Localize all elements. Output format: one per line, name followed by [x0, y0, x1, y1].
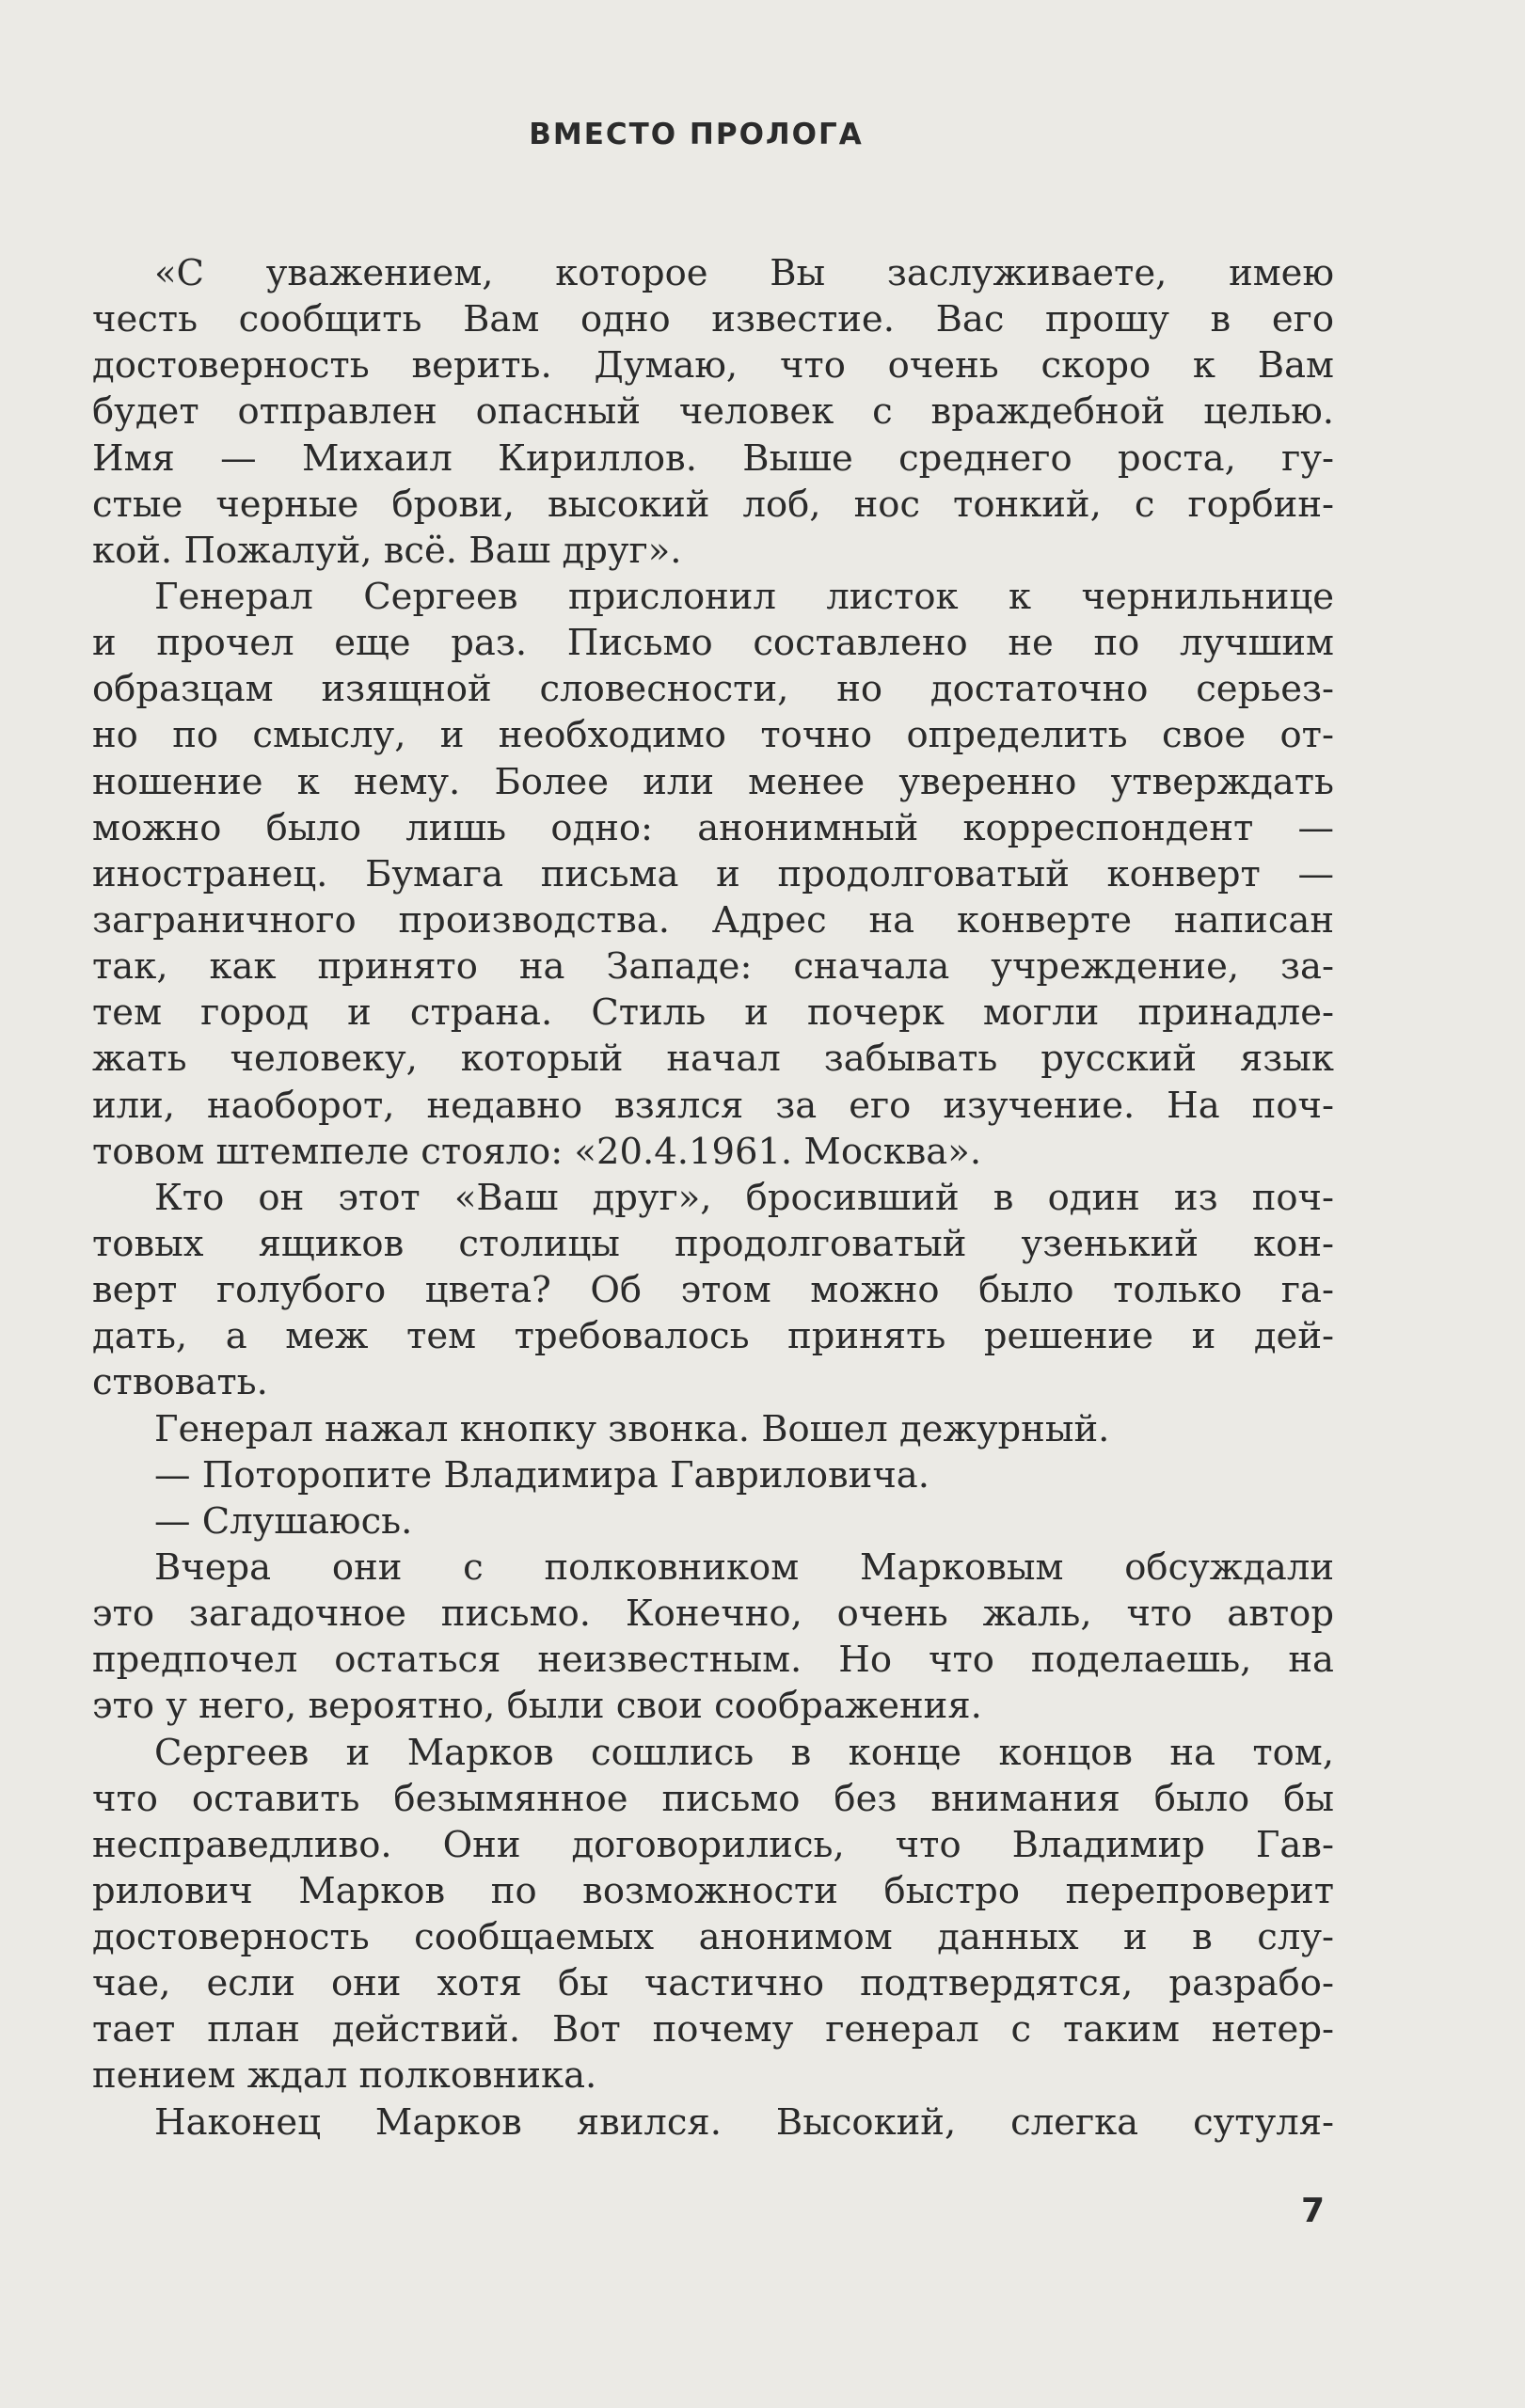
text-line: Кто он этот «Ваш друг», бросивший в один из поч-: [154, 1176, 1334, 1219]
text-line: образцам изящной словесности, но достаточно серьез-: [92, 668, 1334, 711]
text-line: товом штемпеле стояло: «20.4.1961. Москва».: [92, 1130, 982, 1173]
text-line: Сергеев и Марков сошлись в конце концов на том,: [154, 1731, 1334, 1774]
text-line: чае, если они хотя бы частично подтвердятся, разрабо-: [92, 1962, 1334, 2005]
text-line: будет отправлен опасный человек с враждебной целью.: [92, 390, 1334, 434]
text-line: предпочел остаться неизвестным. Но что поделаешь, на: [92, 1639, 1334, 1682]
text-line: «С уважением, которое Вы заслуживаете, имею: [154, 252, 1334, 294]
text-line: но по смыслу, и необходимо точно определить свое от-: [92, 714, 1334, 757]
text-line: рилович Марков по возможности быстро перепроверит: [92, 1869, 1334, 1912]
text-line: Генерал нажал кнопку звонка. Вошел дежурный.: [154, 1407, 1110, 1450]
text-line: Имя — Михаил Кириллов. Выше среднего роста, гу-: [92, 436, 1334, 480]
text-line: что оставить безымянное письмо без внимания было бы: [92, 1777, 1334, 1820]
text-line: это загадочное письмо. Конечно, очень жаль, что автор: [92, 1592, 1334, 1636]
page-number: 7: [1301, 2192, 1326, 2230]
chapter-heading: ВМЕСТО ПРОЛОГА: [529, 118, 864, 151]
text-line: достоверность верить. Думаю, что очень скоро к Вам: [92, 344, 1334, 388]
text-line: тает план действий. Вот почему генерал с таким нетер-: [92, 2008, 1334, 2052]
text-line: — Слушаюсь.: [154, 1499, 413, 1543]
text-line: верт голубого цвета? Об этом можно было только га-: [92, 1269, 1334, 1312]
body-text: [92, 250, 1334, 2146]
text-line: или, наоборот, недавно взялся за его изучение. На поч-: [92, 1084, 1334, 1127]
text-line: так, как принято на Западе: сначала учреждение, за-: [92, 945, 1334, 989]
text-line: тем город и страна. Стиль и почерк могли принадле-: [92, 991, 1334, 1035]
text-line: несправедливо. Они договорились, что Владимир Гав-: [92, 1823, 1334, 1866]
text-line: дать, а меж тем требовалось принять решение и дей-: [92, 1315, 1334, 1358]
text-line: кой. Пожалуй, всё. Ваш друг».: [92, 529, 682, 572]
text-line: честь сообщить Вам одно известие. Вас прошу в его: [92, 298, 1334, 341]
text-line: ношение к нему. Более или менее уверенно утверждать: [92, 760, 1334, 803]
text-line: стые черные брови, высокий лоб, нос тонкий, с горбин-: [92, 483, 1334, 526]
text-line: пением ждал полковника.: [92, 2054, 597, 2098]
text-line: достоверность сообщаемых анонимом данных и в слу-: [92, 1916, 1334, 1959]
text-line: Вчера они с полковником Марковым обсуждали: [154, 1545, 1334, 1589]
text-line: товых ящиков столицы продолговатый узенький кон-: [92, 1222, 1334, 1265]
text-line: Генерал Сергеев прислонил листок к чернильнице: [154, 575, 1334, 618]
text-line: жать человеку, который начал забывать русский язык: [92, 1038, 1334, 1081]
text-line: заграничного производства. Адрес на конверте написан: [92, 898, 1334, 942]
text-line: — Поторопите Владимира Гавриловича.: [154, 1453, 929, 1497]
text-line: это у него, вероятно, были свои соображения.: [92, 1685, 982, 1728]
text-line: можно было лишь одно: анонимный корреспондент —: [92, 806, 1334, 849]
text-line: и прочел еще раз. Письмо составлено не по лучшим: [92, 622, 1334, 665]
text-line: Наконец Марков явился. Высокий, слегка сутуля-: [154, 2100, 1334, 2144]
text-line: иностранец. Бумага письма и продолговатый конверт —: [92, 852, 1334, 895]
text-line: ствовать.: [92, 1361, 268, 1404]
